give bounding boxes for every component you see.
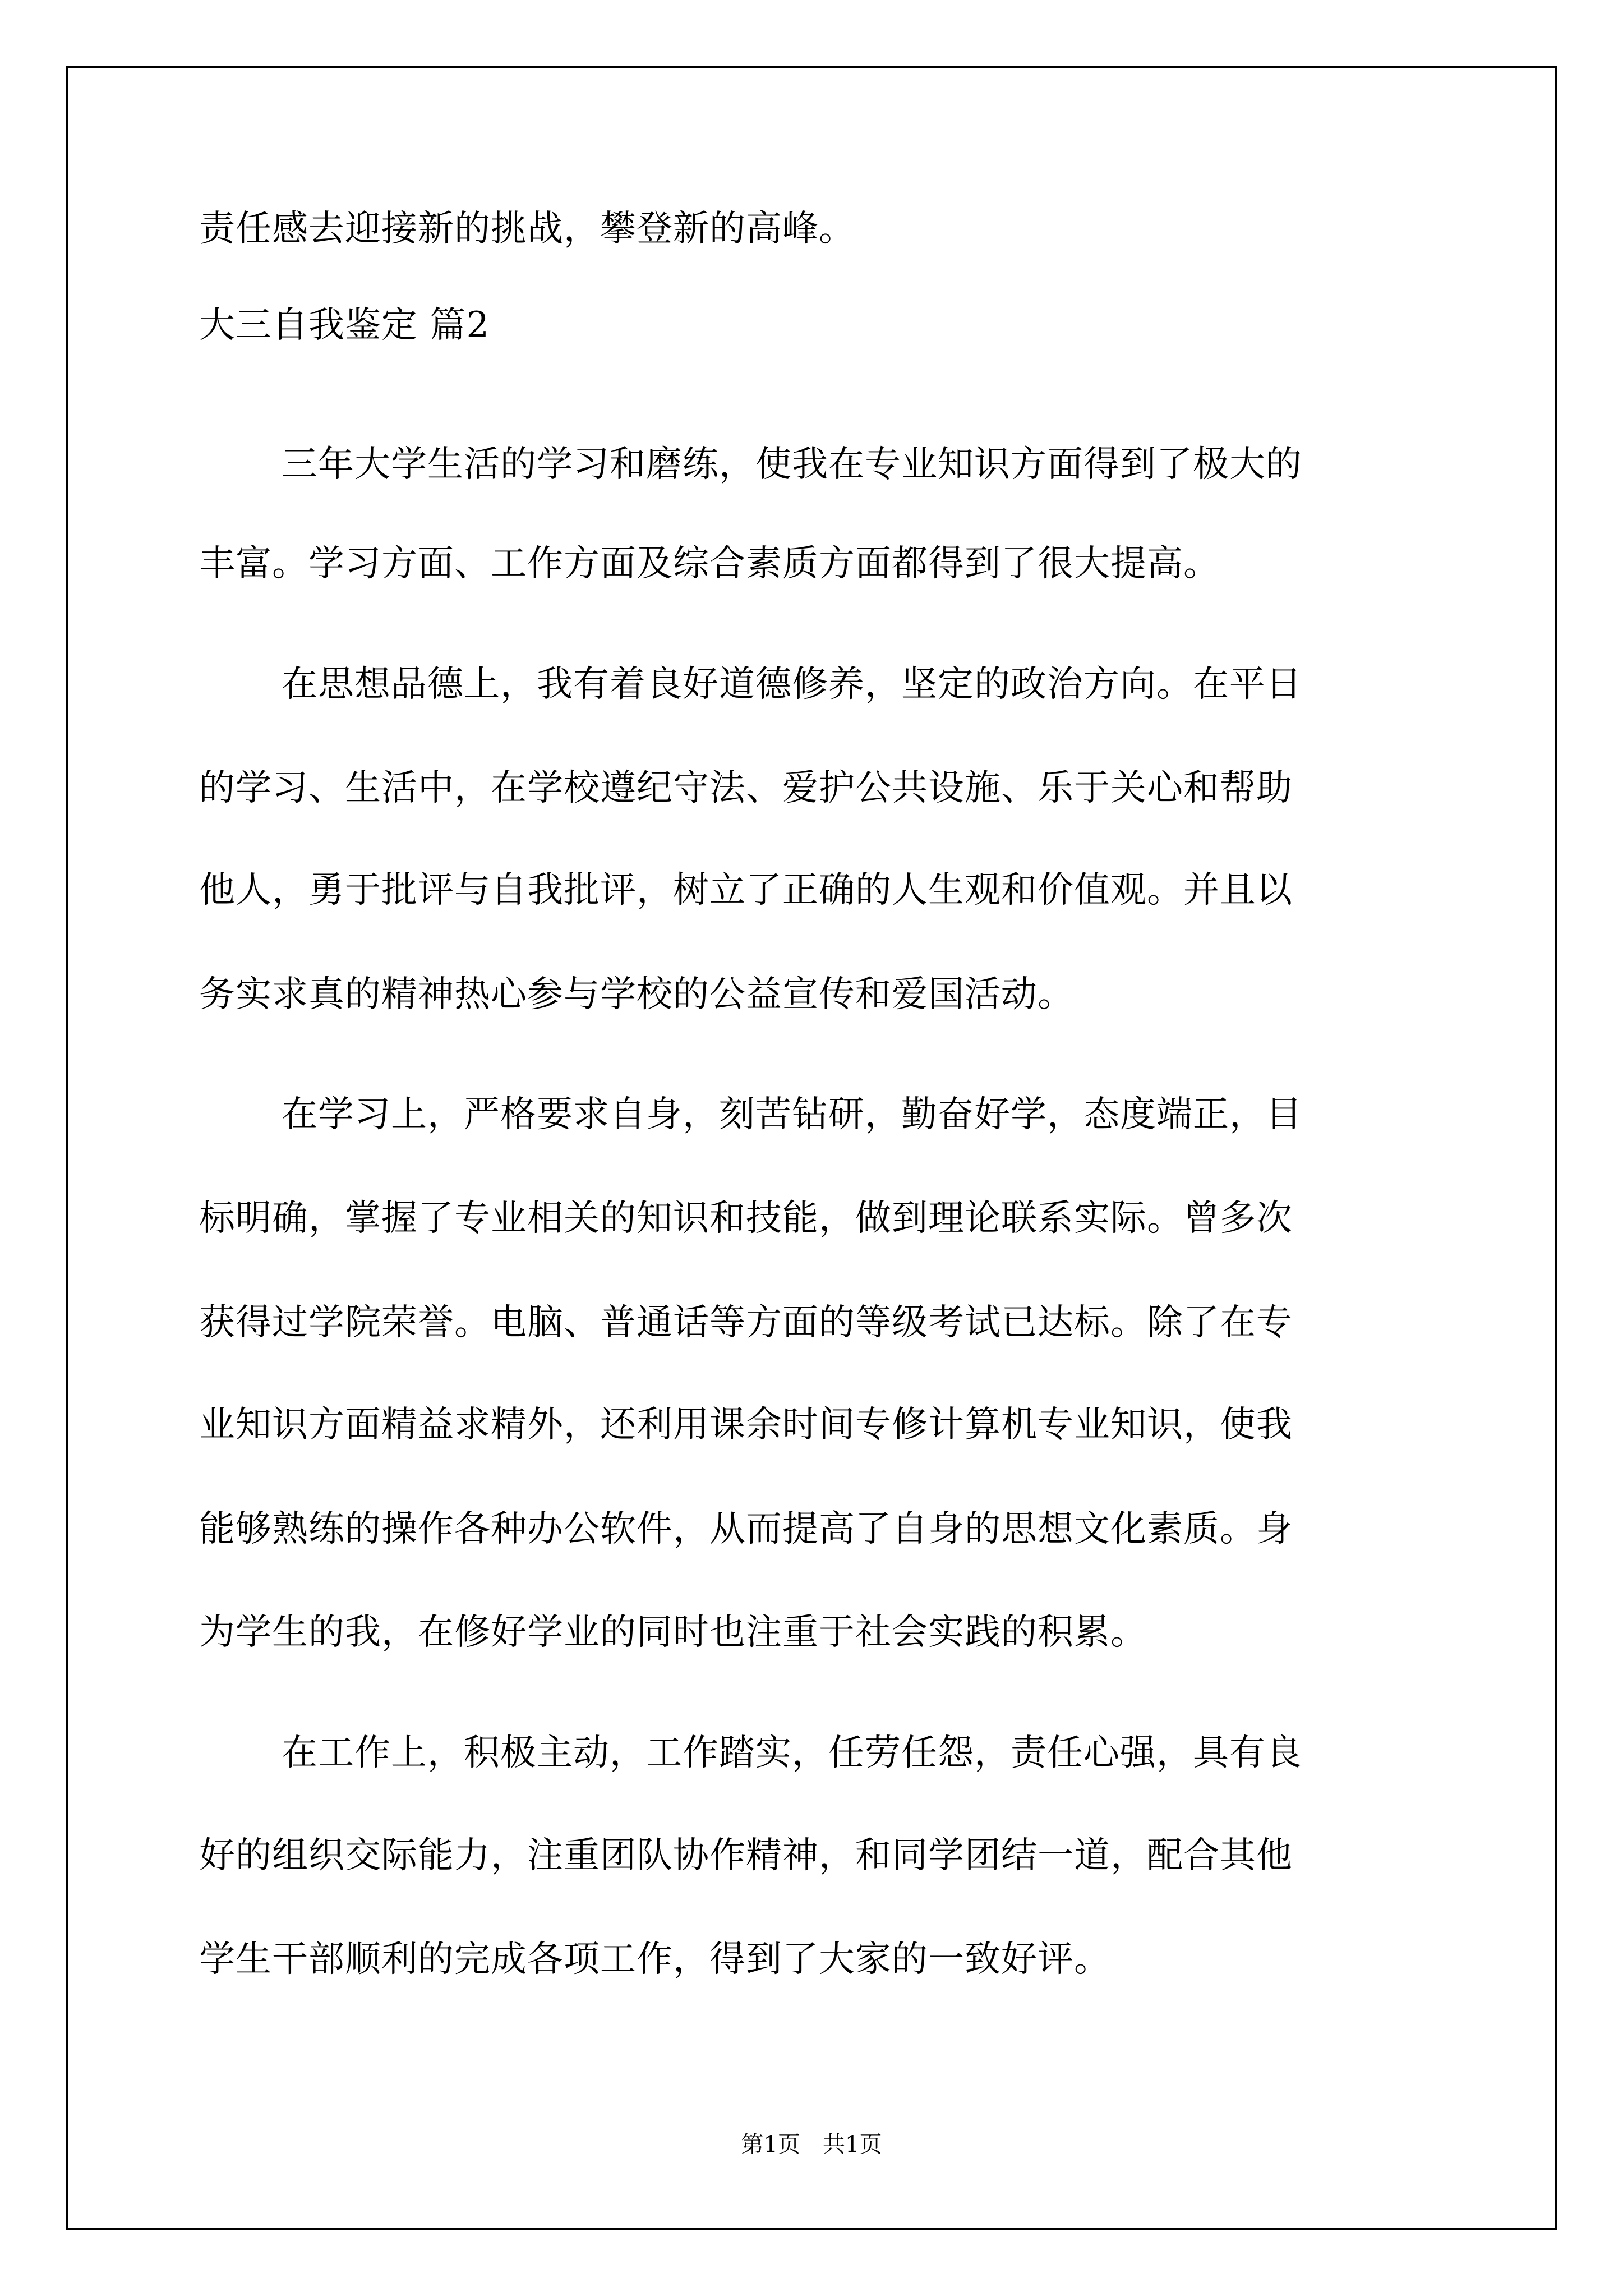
paragraph-line: 务实求真的精神热心参与学校的公益宣传和爱国活动。 (199, 974, 1074, 1015)
page-border (66, 66, 1557, 2230)
paragraph-line: 能够熟练的操作各种办公软件，从而提高了自身的思想文化素质。身 (199, 1508, 1293, 1550)
paragraph-line: 丰富。学习方面、工作方面及综合素质方面都得到了很大提高。 (199, 543, 1220, 585)
paragraph-line: 好的组织交际能力，注重团队协作精神，和同学团结一道，配合其他 (199, 1835, 1293, 1876)
paragraph-line: 业知识方面精益求精外，还利用课余时间专修计算机专业知识，使我 (199, 1404, 1293, 1446)
paragraph-line: 获得过学院荣誉。电脑、普通话等方面的等级考试已达标。除了在专 (199, 1302, 1293, 1343)
paragraph-line: 为学生的我，在修好学业的同时也注重于社会实践的积累。 (199, 1612, 1147, 1653)
paragraph-line: 责任感去迎接新的挑战，攀登新的高峰。 (199, 208, 855, 250)
paragraph-line: 在学习上，严格要求自身，刻苦钻研，勤奋好学，态度端正，目 (282, 1094, 1302, 1135)
paragraph-line: 标明确，掌握了专业相关的知识和技能，做到理论联系实际。曾多次 (199, 1198, 1293, 1239)
paragraph-line: 在工作上，积极主动，工作踏实，任劳任怨，责任心强，具有良 (282, 1732, 1302, 1774)
paragraph-line: 他人，勇于批评与自我批评，树立了正确的人生观和价值观。并且以 (199, 869, 1293, 911)
paragraph-line: 在思想品德上，我有着良好道德修养，坚定的政治方向。在平日 (282, 664, 1302, 705)
paragraph-line: 三年大学生活的学习和磨练，使我在专业知识方面得到了极大的 (282, 444, 1302, 485)
page-footer: 第1页 共1页 (741, 2132, 882, 2157)
paragraph-line: 学生干部顺利的完成各项工作，得到了大家的一致好评。 (199, 1939, 1110, 1980)
paragraph-line: 的学习、生活中，在学校遵纪守法、爱护公共设施、乐于关心和帮助 (199, 767, 1293, 809)
section-heading: 大三自我鉴定 篇2 (199, 305, 490, 346)
